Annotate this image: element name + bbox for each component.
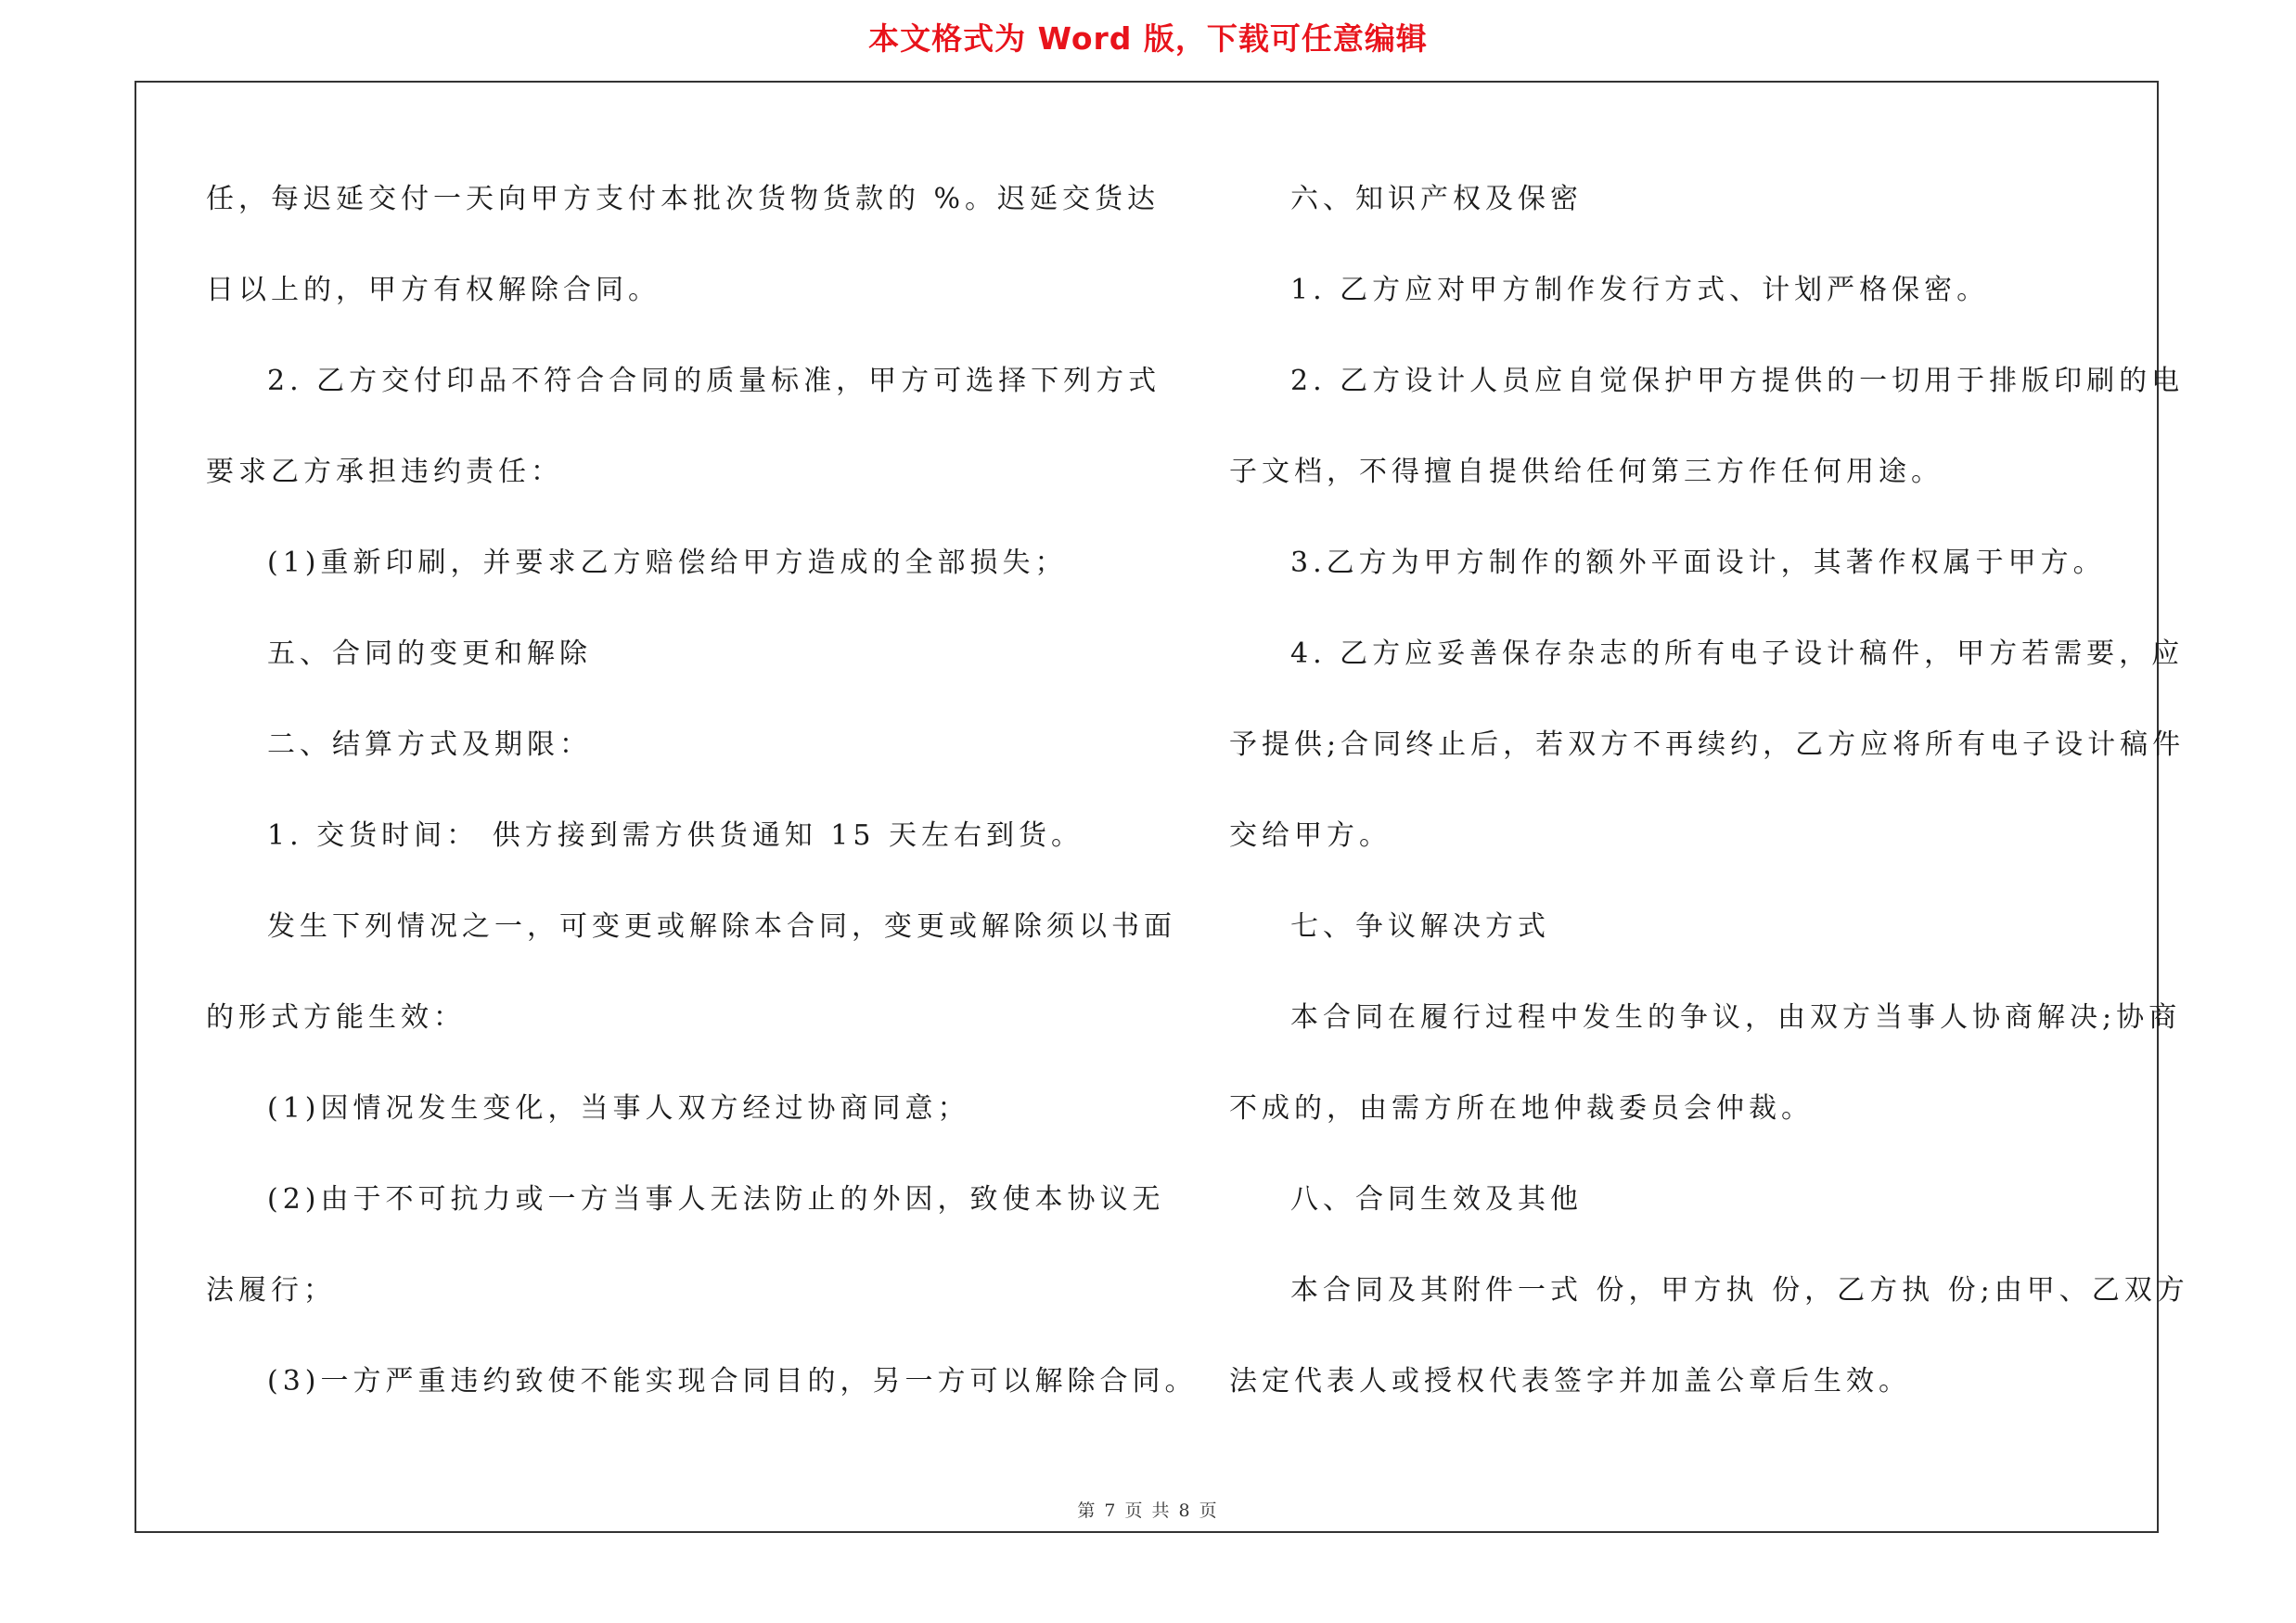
right-column-line: 法定代表人或授权代表签字并加盖公章后生效。 bbox=[1229, 1365, 1911, 1398]
left-column-line: 1. 交货时间： 供方接到需方供货通知 15 天左右到货。 bbox=[267, 819, 1084, 852]
right-column-line: 交给甲方。 bbox=[1229, 819, 1392, 852]
right-column-line: 3.乙方为甲方制作的额外平面设计，其著作权属于甲方。 bbox=[1290, 547, 2106, 579]
left-column-line: 五、合同的变更和解除 bbox=[267, 638, 592, 670]
right-column-line: 本合同在履行过程中发生的争议，由双方当事人协商解决;协商 bbox=[1290, 1001, 2182, 1034]
right-column-line: 1. 乙方应对甲方制作发行方式、计划严格保密。 bbox=[1290, 274, 1990, 306]
left-column-line: 的形式方能生效： bbox=[206, 1001, 466, 1034]
right-column-line: 六、知识产权及保密 bbox=[1290, 183, 1583, 215]
left-column-line: 要求乙方承担违约责任： bbox=[206, 456, 563, 488]
word-format-banner: 本文格式为 Word 版，下载可任意编辑 bbox=[868, 20, 1428, 57]
left-column-line: (2)由于不可抗力或一方当事人无法防止的外因，致使本协议无 bbox=[267, 1183, 1165, 1216]
left-column-line: (3)一方严重违约致使不能实现合同目的，另一方可以解除合同。 bbox=[267, 1365, 1198, 1398]
right-column-line: 不成的，由需方所在地仲裁委员会仲裁。 bbox=[1229, 1092, 1814, 1125]
left-column-line: 法履行； bbox=[206, 1274, 336, 1307]
right-column-line: 子文档，不得擅自提供给任何第三方作任何用途。 bbox=[1229, 456, 1943, 488]
right-column-line: 八、合同生效及其他 bbox=[1290, 1183, 1583, 1216]
right-column-line: 4. 乙方应妥善保存杂志的所有电子设计稿件，甲方若需要，应 bbox=[1290, 638, 2185, 670]
right-column-line: 本合同及其附件一式 份，甲方执 份，乙方执 份;由甲、乙双方 bbox=[1290, 1274, 2189, 1307]
right-column-line: 予提供;合同终止后，若双方不再续约，乙方应将所有电子设计稿件 bbox=[1229, 728, 2186, 761]
left-column-line: 发生下列情况之一，可变更或解除本合同，变更或解除须以书面 bbox=[267, 910, 1176, 943]
left-column-line: 二、结算方式及期限： bbox=[267, 728, 592, 761]
page-number-footer: 第 7 页 共 8 页 bbox=[1077, 1501, 1219, 1521]
right-column-line: 七、争议解决方式 bbox=[1290, 910, 1550, 943]
left-column-line: 日以上的，甲方有权解除合同。 bbox=[206, 274, 661, 306]
left-column-line: (1)重新印刷，并要求乙方赔偿给甲方造成的全部损失； bbox=[267, 547, 1068, 579]
left-column-line: (1)因情况发生变化，当事人双方经过协商同意； bbox=[267, 1092, 970, 1125]
right-column-line: 2. 乙方设计人员应自觉保护甲方提供的一切用于排版印刷的电 bbox=[1290, 365, 2185, 397]
left-column-line: 任，每迟延交付一天向甲方支付本批次货物货款的 %。迟延交货达 bbox=[206, 183, 1161, 215]
left-column-line: 2. 乙方交付印品不符合合同的质量标准，甲方可选择下列方式 bbox=[267, 365, 1161, 397]
